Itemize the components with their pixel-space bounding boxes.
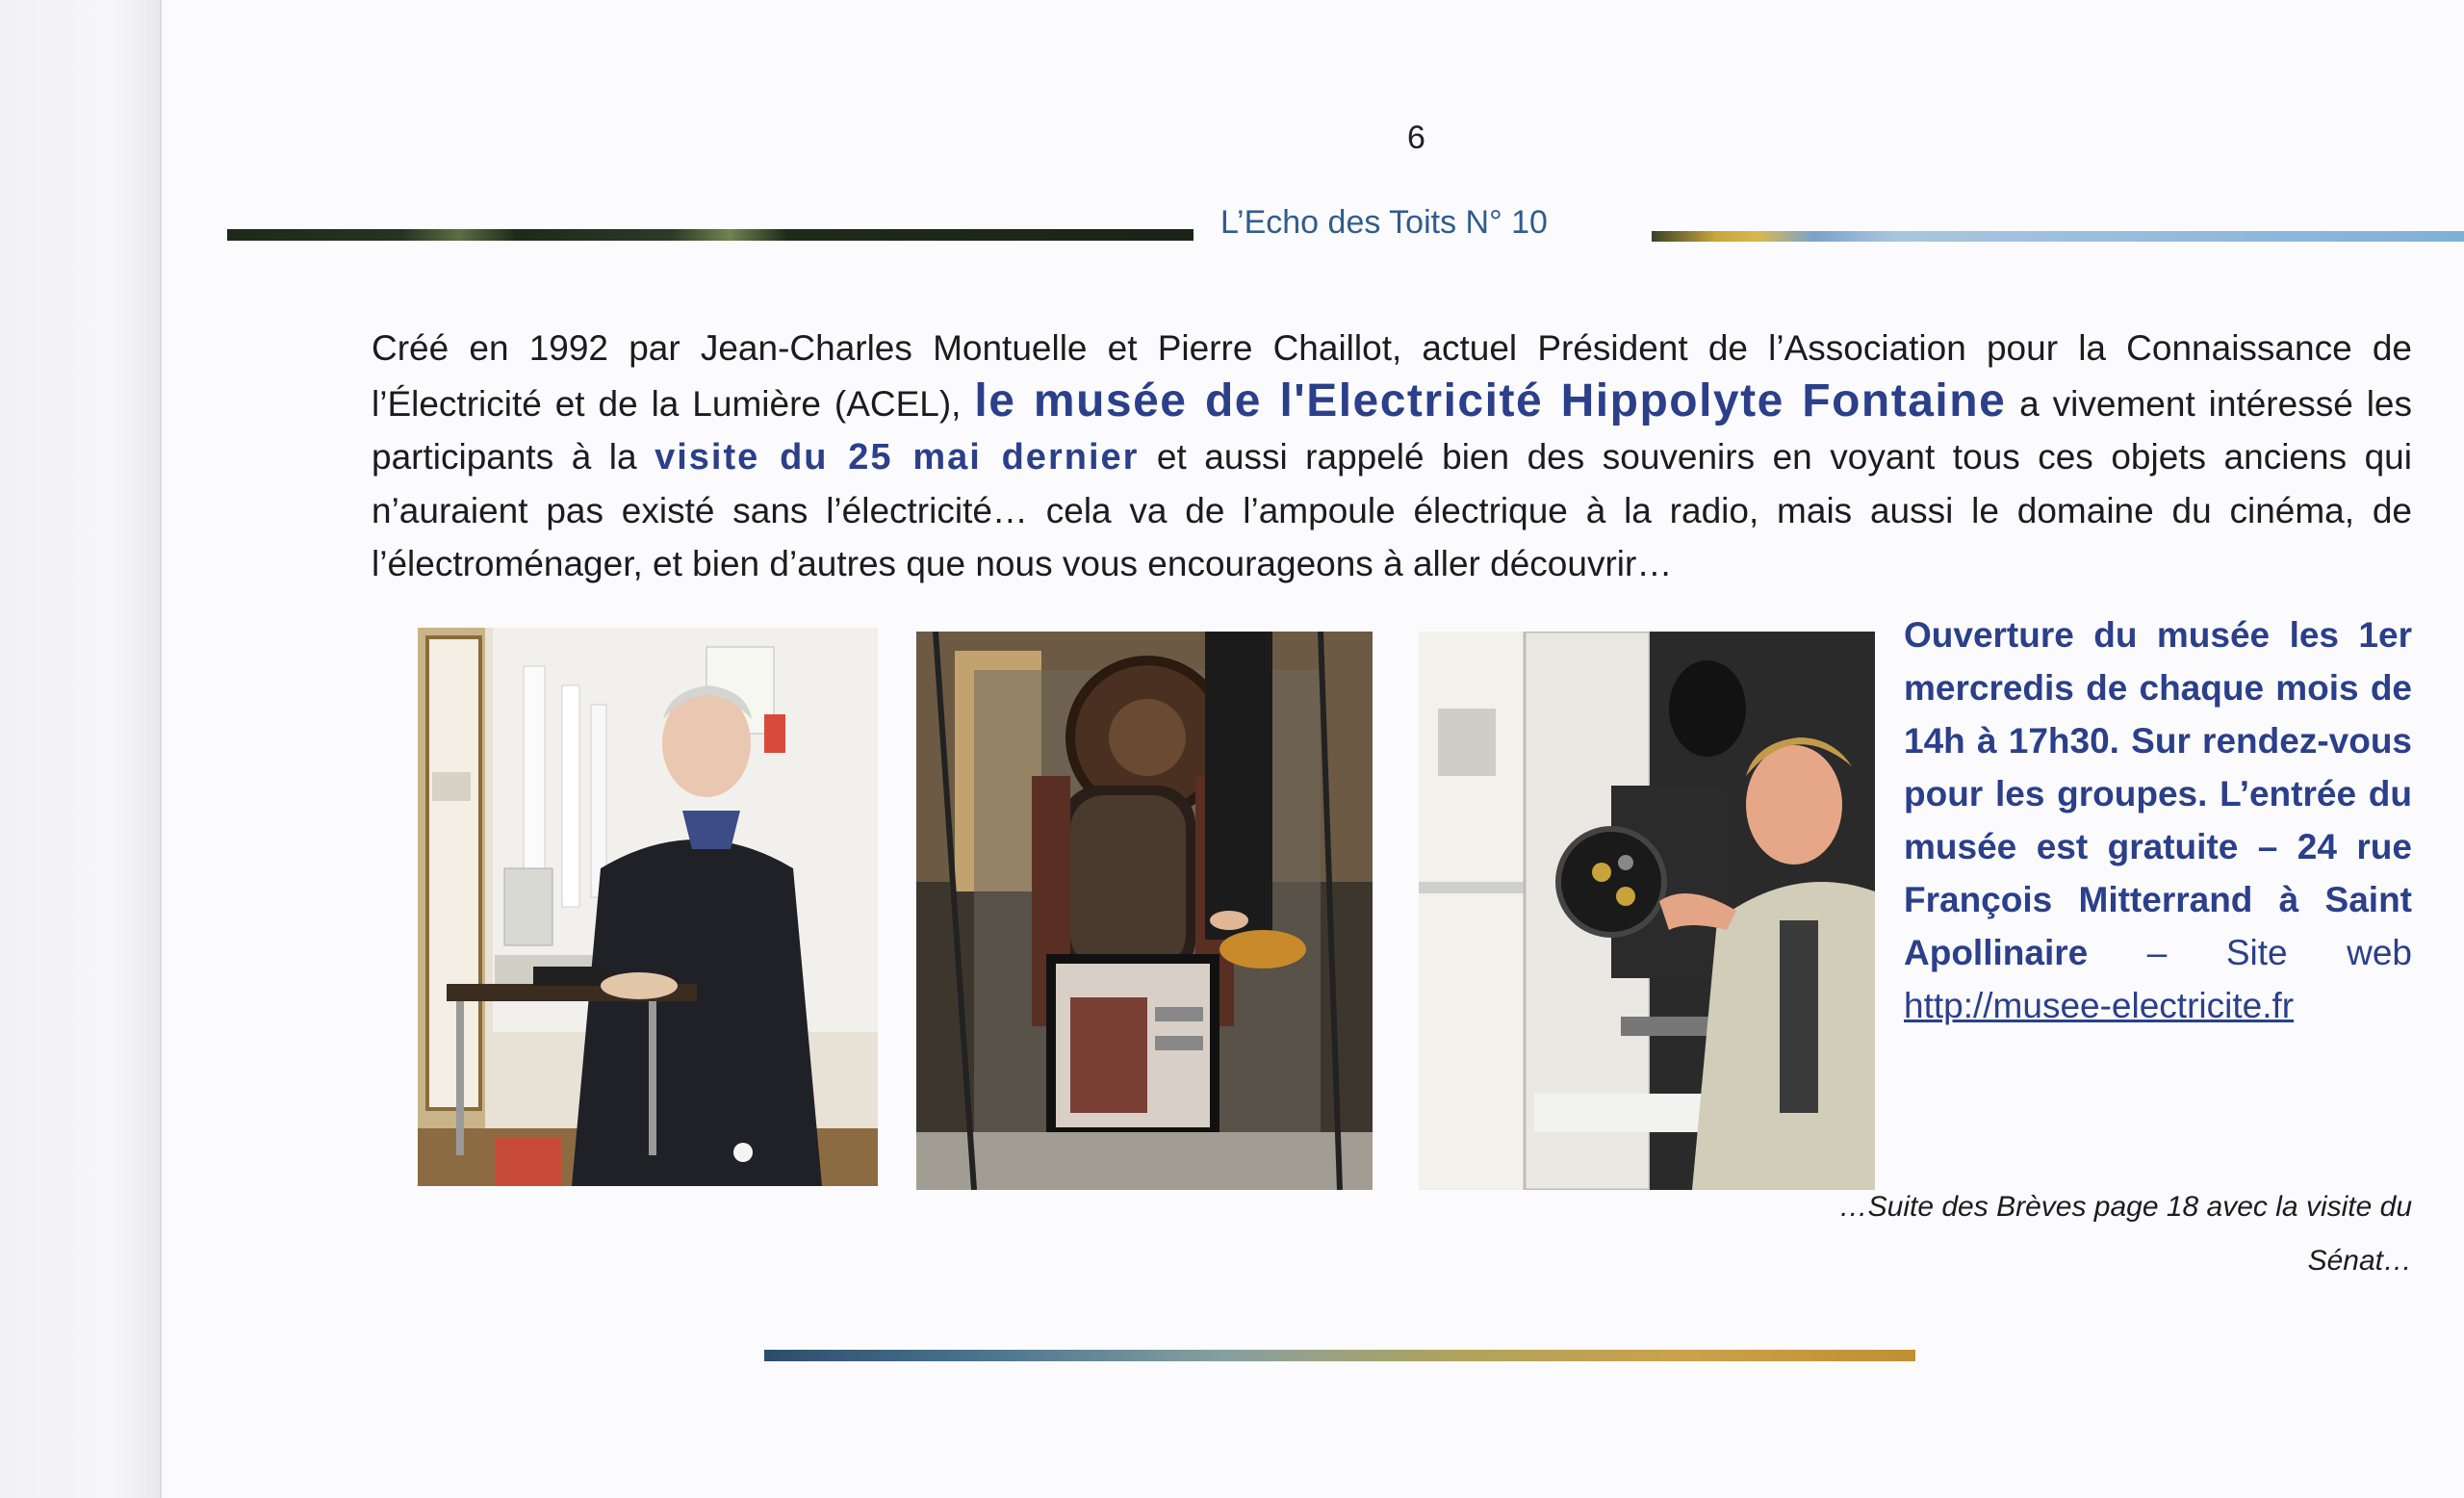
- binding-margin: [0, 0, 162, 1498]
- photo-dynamo-display: [916, 632, 1373, 1190]
- intro-text: et aussi rappelé bien des souvenirs en voyant tous ces objets anciens qui n’auraient pas existé sans l’électricité… cela va de l’ampoule électrique à la radio, mais aussi le domaine du cinéma, de l’électroménager, et bien d’autres que nous vous encourageons à aller découvrir…: [372, 437, 2412, 583]
- visit-date-highlight: visite du 25 mai dernier: [654, 437, 1140, 478]
- site-label: – Site web: [2088, 933, 2412, 972]
- page-number: 6: [1407, 119, 1425, 156]
- continued-note: …Suite des Brèves page 18 avec la visite du Sénat…: [1838, 1191, 2412, 1277]
- article-intro: [372, 322, 2412, 590]
- intro-text: Créé en 1992 par Jean-Charles Montuelle et Pierre Chaillot, actuel Président de l’Association pour la Connaissance de l’Électricité et de la Lumière (ACEL),: [372, 328, 2412, 424]
- museum-name-highlight: le musée de l'Electricité Hippolyte Fontaine: [974, 375, 2007, 426]
- footer-band: [764, 1350, 1915, 1361]
- header-band-right: [1652, 231, 2464, 242]
- header-band-left: [227, 229, 1194, 241]
- photo-man-with-radio: [418, 628, 878, 1186]
- publication-title: L’Echo des Toits N° 10: [1220, 204, 1548, 241]
- museum-website-link[interactable]: http://musee-electricite.fr: [1904, 986, 2295, 1025]
- museum-info: [1904, 608, 2412, 1032]
- opening-hours-text: Ouverture du musée les 1er mercredis de chaque mois de 14h à 17h30. Sur rendez-vous pour les groupes. L’entrée du musée est gratuite – 24 rue François Mitterrand à Saint Apollinaire: [1904, 615, 2412, 972]
- photo-man-with-projector: [1419, 632, 1875, 1190]
- intro-text: a vivement intéressé les participants à la: [372, 384, 2412, 477]
